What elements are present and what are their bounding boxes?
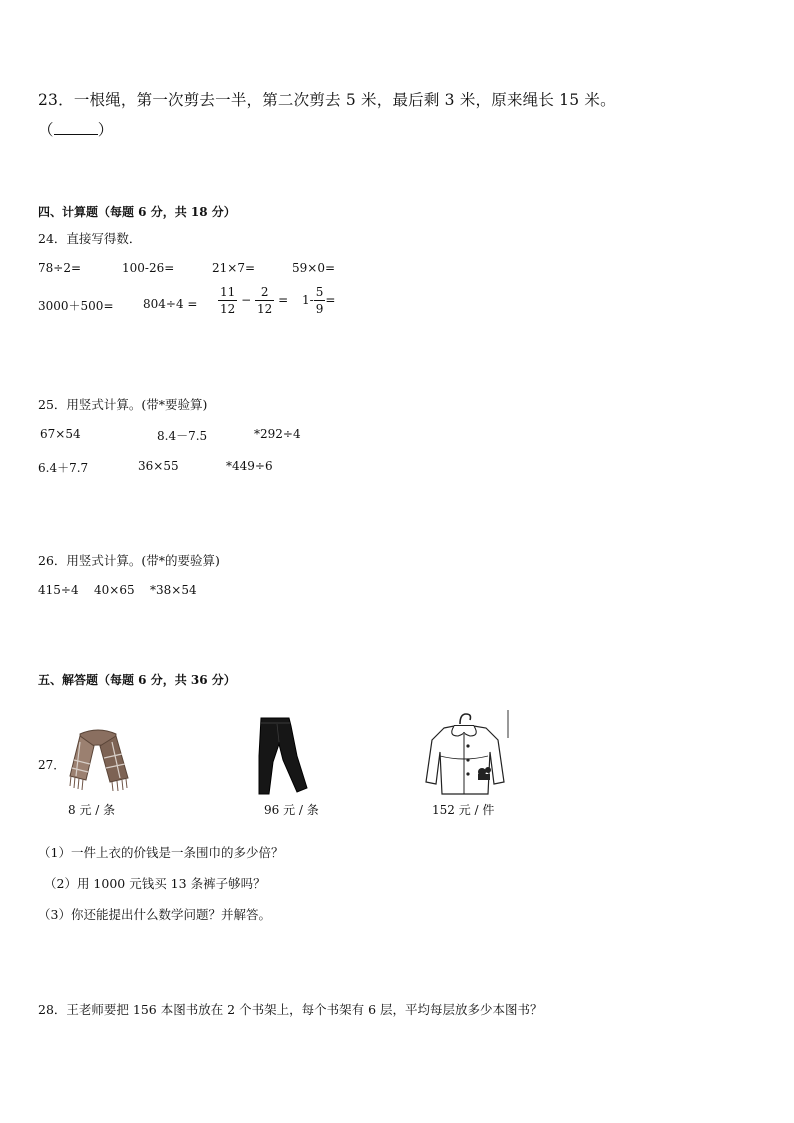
fraction: $\frac{11}{12}$ — [220, 285, 236, 316]
calc-item: 415÷4 — [38, 583, 79, 597]
scarf-icon — [66, 728, 132, 792]
fraction-expression — [218, 286, 288, 315]
question-26-title: 26．用竖式计算。(带*的要验算) — [38, 553, 220, 568]
question-27-sub-2: （2）用 1000 元钱买 13 条裤子够吗？ — [44, 876, 266, 891]
paren-close: ） — [97, 121, 114, 139]
paren-open: （ — [38, 121, 54, 139]
jacket-icon — [424, 710, 510, 796]
question-23-text: 23．一根绳，第一次剪去一半，第二次剪去 5 米，最后剩 3 米，原来绳长 15 米。 — [38, 91, 616, 109]
answer-blank[interactable] — [54, 122, 98, 135]
calc-item: 3000＋500= — [38, 299, 114, 313]
price-label: 96 元 / 条 — [264, 803, 319, 817]
minus-sign: − — [241, 293, 252, 307]
calc-item: 59×0= — [292, 261, 336, 275]
price-label: 152 元 / 件 — [432, 803, 495, 817]
calc-item: *38×54 — [150, 583, 197, 597]
question-24-title: 24．直接写得数． — [38, 231, 142, 246]
question-27-sub-3: （3）你还能提出什么数学问题？并解答。 — [38, 907, 271, 922]
calc-item: 67×54 — [40, 427, 81, 441]
question-28-text: 28．王老师要把 156 本图书放在 2 个书架上，每个书架有 6 层，平均每层放多少本图书？ — [38, 1002, 543, 1017]
section-4-title: 四、计算题（每题 6 分，共 18 分） — [38, 205, 236, 219]
pants-icon — [255, 716, 311, 796]
calc-item: 6.4＋7.7 — [38, 461, 89, 475]
fraction: $\frac{2}{12}$ — [257, 285, 273, 316]
calc-item: *449÷6 — [226, 459, 273, 473]
calc-item: 100-26= — [122, 261, 175, 275]
calc-item: 40×65 — [94, 583, 135, 597]
calc-item: 21×7= — [212, 261, 256, 275]
question-25-title: 25．用竖式计算。(带*要验算) — [38, 397, 208, 412]
calc-item: 78÷2= — [38, 261, 82, 275]
section-5-title: 五、解答题（每题 6 分，共 36 分） — [38, 673, 236, 687]
calc-item: 36×55 — [138, 459, 179, 473]
calc-item: 8.4－7.5 — [157, 429, 208, 443]
question-23-answer — [38, 118, 113, 140]
question-27-sub-1: （1）一件上衣的价钱是一条围巾的多少倍？ — [38, 845, 284, 860]
lead-term: 1- — [302, 293, 314, 307]
equals-sign: = — [325, 293, 336, 307]
calc-item: *292÷4 — [254, 427, 301, 441]
fraction-expression — [302, 286, 335, 315]
price-label: 8 元 / 条 — [68, 803, 116, 817]
equals-sign: = — [278, 293, 289, 307]
calc-item: 804÷4 = — [143, 297, 198, 311]
fraction: $\frac{5}{9}$ — [315, 285, 324, 316]
question-27-number: 27． — [38, 758, 66, 772]
